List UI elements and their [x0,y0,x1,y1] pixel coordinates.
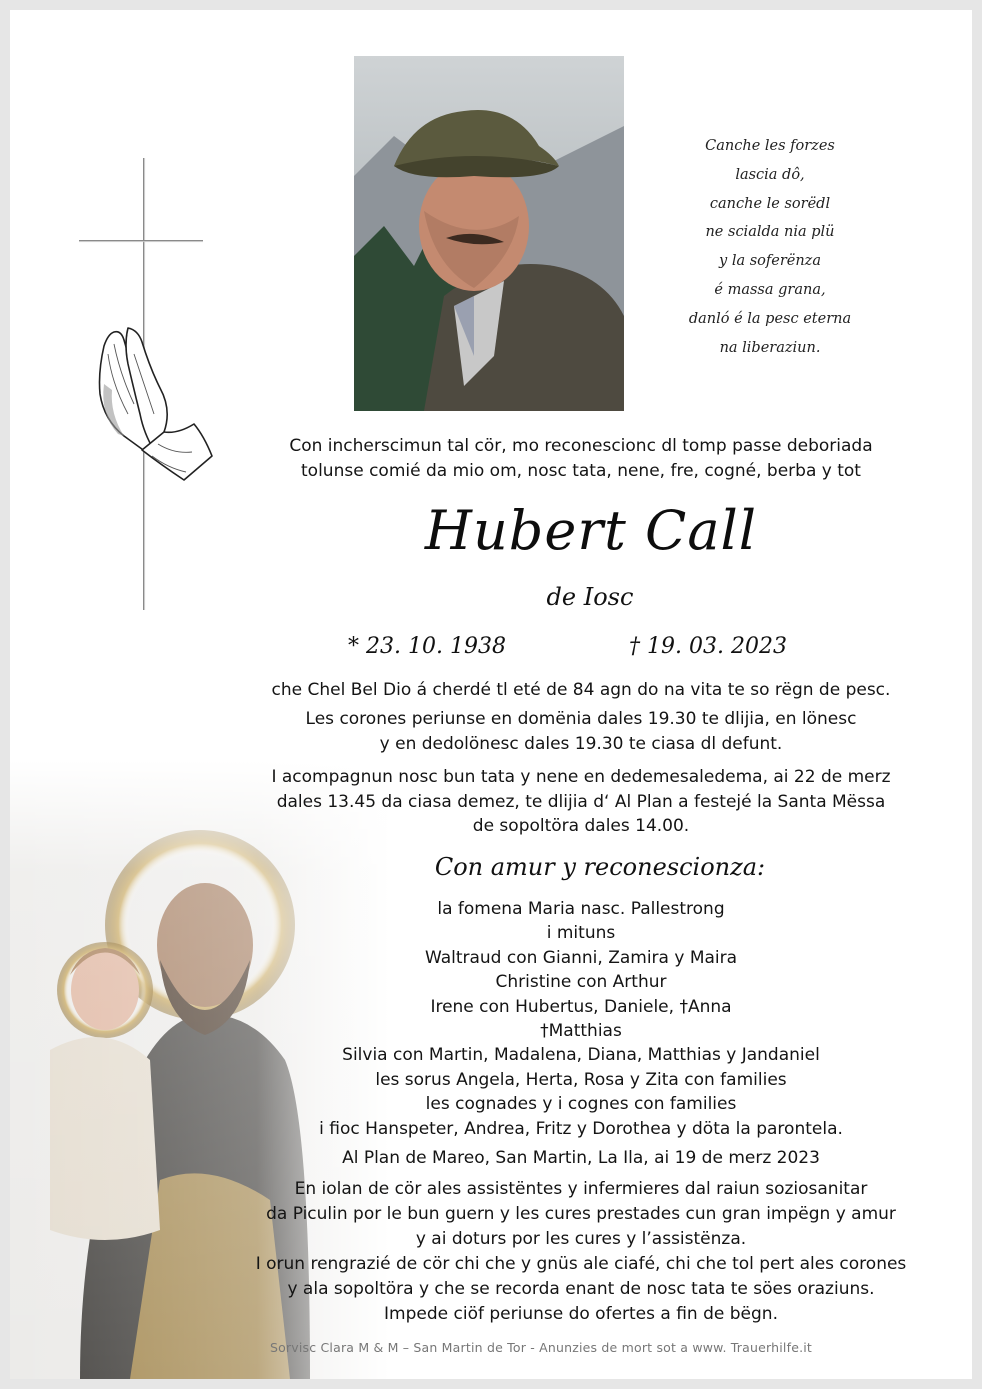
gratitude-line: y ala sopoltöra y che se recorda enant de nosc tata te söes oraziuns. [287,1279,875,1299]
footer-credit: Sorvisc Clara M & M – San Martin de Tor - Anunzies de mort sot a www. Trauerhilfe.it [269,1340,813,1355]
funeral-info [230,765,932,839]
poem [630,132,910,362]
wake-line: y en dedolönesc dales 19.30 te ciasa dl defunt. [379,733,783,754]
portrait-photo [354,56,624,411]
gratitude-line: y ai doturs por les cures y l’assistënza. [415,1229,747,1249]
place-date: Al Plan de Mareo, San Martin, La Ila, ai 19 de merz 2023 [342,1148,820,1168]
gratitude-line: da Piculin por le bun guern y les cures prestades cun gran impëgn y amur [266,1204,896,1224]
birth-date: * 23. 10. 1938 [348,634,506,659]
wake-info [230,707,932,756]
intro-text [230,434,932,483]
list-item: Waltraud con Gianni, Zamira y Maira [424,947,738,968]
poem-line: Canche les forzes [705,138,835,154]
intro-line: tolunse comié da mio om, nosc tata, nene, fre, cogné, berba y tot [301,460,861,481]
poem-line: danló é la pesc eterna [688,310,852,327]
obituary-card [10,10,972,1379]
list-item: Christine con Arthur [495,972,667,993]
list-item: i fioc Hanspeter, Andrea, Fritz y Dorothea y döta la parontela. [319,1118,843,1139]
list-item: i mituns [546,923,616,944]
list-item: les sorus Angela, Herta, Rosa y Zita con families [375,1069,787,1090]
intro-line: Con incherscimun tal cör, mo reconescionc dl tomp passe deboriada [289,436,873,456]
death-notice-line: che Chel Bel Dio á cherdé tl eté de 84 agn do na vita te so rëgn de pesc. [271,680,891,700]
list-item: la fomena Maria nasc. Pallestrong [437,899,725,919]
poem-line: ne scialda nia plü [705,224,835,241]
poem-line: y la soferënza [719,253,821,270]
list-item: †Matthias [540,1021,622,1042]
death-date: † 19. 03. 2023 [629,634,787,659]
gratitude-line: I orun rengrazié de cör chi che y gnüs ale ciafé, chi che tol pert ales corones [255,1254,907,1274]
poem-line: canche le sorëdl [709,195,831,212]
mourners-heading: Con amur y reconescionza: [434,853,766,881]
list-item: les cognades y i cognes con families [425,1094,737,1115]
gratitude-text [230,1177,932,1327]
list-item: Silvia con Martin, Madalena, Diana, Matthias y Jandaniel [342,1045,820,1066]
funeral-line: I acompagnun nosc bun tata y nene en dedemesaledema, ai 22 de merz [271,767,891,787]
mourners-list [230,897,932,1141]
funeral-line: de sopoltöra dales 14.00. [472,816,690,836]
poem-line: lascia dô, [735,166,805,183]
poem-line: é massa grana, [714,281,826,298]
poem-line: na liberaziun. [719,339,821,356]
deceased-origin: de Iosc [546,583,634,611]
gratitude-line: En iolan de cör ales assistëntes y infermieres dal raiun soziosanitar [294,1179,868,1199]
gratitude-line: Impede ciöf periunse do ofertes a fin de bëgn. [384,1304,778,1324]
praying-hands-icon [94,324,218,484]
list-item: Irene con Hubertus, Daniele, †Anna [430,996,732,1017]
deceased-name: Hubert Call [424,499,758,562]
wake-line: Les corones periunse en domënia dales 19.30 te dlijia, en lönesc [305,709,857,729]
funeral-line: dales 13.45 da ciasa demez, te dlijia d‘ Al Plan a festejé la Santa Mëssa [276,791,886,812]
